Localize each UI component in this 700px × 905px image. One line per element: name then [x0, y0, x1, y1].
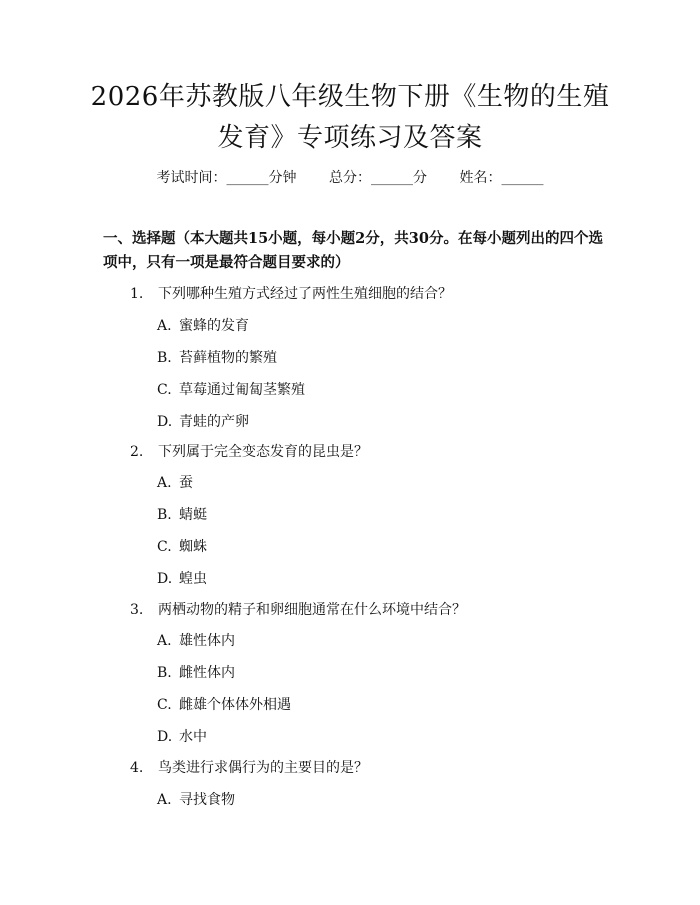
question-2-option-b: [157, 505, 207, 525]
question-number: 2.: [130, 444, 144, 460]
question-1-option-b: [157, 348, 277, 368]
option-letter: C.: [157, 539, 172, 555]
exam-time-field: 考试时间：______分钟: [156, 170, 297, 186]
question-2-option-c: [157, 537, 207, 557]
question-3: [130, 600, 466, 620]
option-text: 草莓通过匍匐茎繁殖: [179, 382, 305, 398]
option-text: 蝗虫: [179, 571, 207, 587]
question-text: 下列哪种生殖方式经过了两性生殖细胞的结合？: [158, 286, 452, 302]
question-text: 下列属于完全变态发育的昆虫是？: [158, 444, 368, 460]
option-letter: B.: [157, 665, 172, 681]
question-2-option-a: [157, 473, 193, 493]
section-heading-line-1: 一、选择题（本大题共15小题，每小题2分，共30分。在每小题列出的四个选: [103, 230, 603, 247]
question-text: 鸟类进行求偶行为的主要目的是？: [158, 760, 368, 776]
question-text: 两栖动物的精子和卵细胞通常在什么环境中结合？: [158, 602, 466, 618]
option-text: 蚕: [179, 475, 193, 491]
question-2-option-d: [157, 569, 207, 589]
question-3-option-c: [157, 695, 291, 715]
section-heading-line-2: 项中，只有一项是最符合题目要求的）: [103, 254, 350, 271]
question-number: 1.: [130, 286, 144, 302]
question-1-option-d: [157, 412, 249, 432]
option-letter: D.: [157, 414, 173, 430]
question-3-option-b: [157, 663, 235, 683]
option-letter: B.: [157, 350, 172, 366]
question-number: 3.: [130, 602, 144, 618]
question-2: [130, 442, 368, 462]
question-number: 4.: [130, 760, 144, 776]
option-text: 雌雄个体体外相遇: [179, 697, 291, 713]
question-3-option-a: [157, 631, 235, 651]
question-3-option-d: [157, 727, 207, 747]
option-text: 寻找食物: [179, 792, 235, 808]
option-text: 雄性体内: [179, 633, 235, 649]
option-letter: A.: [157, 475, 172, 491]
option-text: 蜻蜓: [179, 507, 207, 523]
section-heading: [103, 228, 623, 276]
document-title-line-2: 发育》专项练习及答案: [217, 123, 483, 153]
option-text: 蜘蛛: [179, 539, 207, 555]
option-letter: D.: [157, 571, 173, 587]
option-text: 水中: [179, 729, 207, 745]
option-text: 雌性体内: [179, 665, 235, 681]
option-text: 青蛙的产卵: [179, 414, 249, 430]
option-letter: A.: [157, 792, 172, 808]
option-letter: C.: [157, 697, 172, 713]
option-text: 蜜蜂的发育: [179, 318, 249, 334]
option-letter: A.: [157, 633, 172, 649]
option-letter: D.: [157, 729, 173, 745]
question-1-option-c: [157, 380, 305, 400]
option-letter: A.: [157, 318, 172, 334]
total-score-field: 总分：______分: [329, 170, 427, 186]
question-1-option-a: [157, 316, 249, 336]
question-4-option-a: [157, 790, 235, 810]
option-text: 苔藓植物的繁殖: [179, 350, 277, 366]
question-4: [130, 758, 368, 778]
exam-info-row: [0, 168, 700, 188]
student-name-field: 姓名：______: [459, 170, 544, 186]
option-letter: B.: [157, 507, 172, 523]
document-title-line-1: 2026年苏教版八年级生物下册《生物的生殖: [90, 82, 610, 112]
question-1: [130, 284, 452, 304]
option-letter: C.: [157, 382, 172, 398]
